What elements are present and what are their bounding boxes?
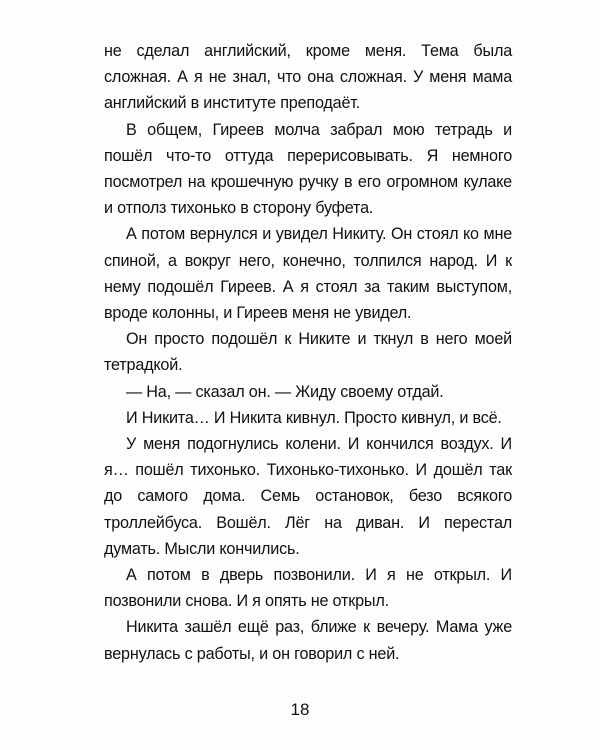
paragraph-3: А потом вернулся и увидел Никиту. Он стоял ко мне спиной, а вокруг него, конечно, толпился народ. И к нему подошёл Гиреев. А я стоял за таким выступом, вроде колонны, и Гиреев меня не увидел. bbox=[104, 225, 512, 323]
paragraph-1: не сделал английский, кроме меня. Тема была сложная. А я не знал, что она сложная. У меня мама английский в институте преподаёт. bbox=[104, 42, 512, 113]
paragraph-6: И Никита… И Никита кивнул. Просто кивнул, и всё. bbox=[126, 408, 502, 427]
paragraph-9: Никита зашёл ещё раз, ближе к вечеру. Мама уже вернулась с работы, и он говорил с ней. bbox=[104, 618, 512, 663]
paragraph-8: А потом в дверь позвонили. И я не открыл. И позвонили снова. И я опять не открыл. bbox=[104, 566, 512, 611]
paragraph-5: — На, — сказал он. — Жиду своему отдай. bbox=[126, 382, 444, 401]
page-number: 18 bbox=[290, 700, 310, 719]
paragraph-7: У меня подогнулись колени. И кончился воздух. И я… пошёл тихонько. Тихонько-тихонько. И дошёл так до самого дома. Семь остановок, безо всякого троллейбуса. Вошёл. Лёг на диван. И перестал думать. Мысли кончились. bbox=[104, 435, 512, 558]
body-text bbox=[104, 38, 512, 667]
paragraph-2: В общем, Гиреев молча забрал мою тетрадь и пошёл что-то оттуда перерисовывать. Я немного посмотрел на крошечную ручку в его огромном кулаке и отполз тихонько в сторону буфета. bbox=[104, 120, 512, 218]
paragraph-4: Он просто подошёл к Никите и ткнул в него моей тетрадкой. bbox=[104, 330, 512, 375]
